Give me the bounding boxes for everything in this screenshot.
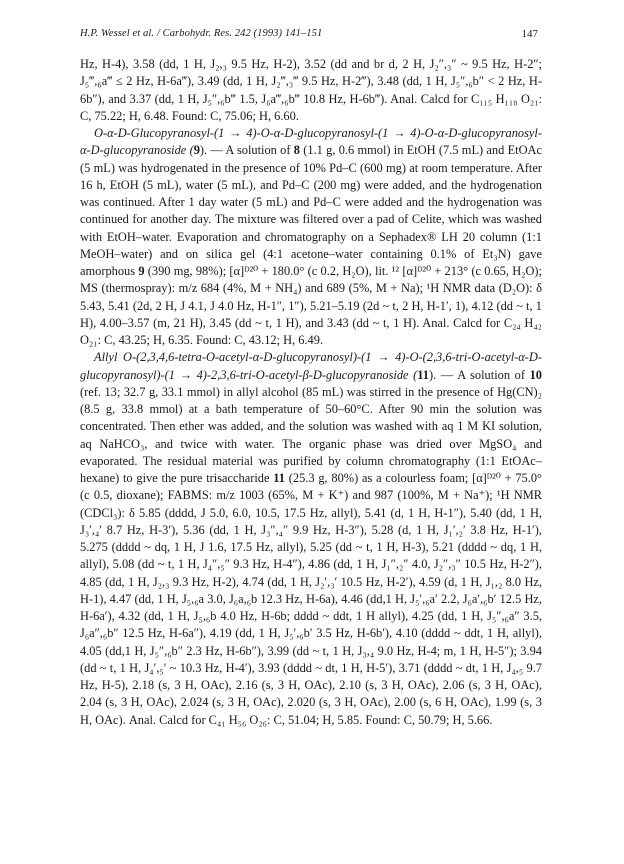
text-run: (25.3 g, 80%) as a colourless foam; [α]ᴰ²⁰ + 75.0° (c 0.5, dioxane); FABMS: m/z 1003 (65%, M + K⁺) and 987 (100%, M + Na⁺); ¹H NMR (CDCl₃): δ 5.85 (dddd, J 5.0, 6.0, 10.5, 17.5 Hz, allyl), 5.41 (d, 1 H, H-1″), 5.40 (dd, 1 H, J₃′,₄′ 8.7 Hz, H-3′), 5.36 (dd, 1 H, J₃″,₄″ 9.9 Hz, H-3″), 5.28 (d, 1 H, J₁′,₂′ 3.8 Hz, H-1′), 5.275 (dddd ~ dq, 1 H, J 1.6, 17.5 Hz, allyl), 5.25 (dd ~ t, 1 H, H-3), 5.21 (dddd ~ dq, 1 H, allyl), 5.08 (dd ~ t, 1 H, J₄″,₅″ 9.3 Hz, H-4″), 4.86 (dd, 1 H, J₁″,₂″ 4.0, J₂″,₃″ 10.5 Hz, H-2″), 4.85 (dd, 1 H, J₂,₃ 9.3 Hz, H-2), 4.74 (dd, 1 H, J₂′,₃′ 10.5 Hz, H-2′), 4.59 (d, 1 H, J₁,₂ 8.0 Hz, H-1), 4.47 (dd, 1 H, J₅,₆a 3.0, J₆a,₆b 12.3 Hz, H-6a), 4.46 (dd,1 H, J₅′,₆a′ 2.2, J₆a′,₆b′ 12.5 Hz, H-6a′), 4.32 (dd, 1 H, J₅,₆b 4.0 Hz, H-6b; dddd ~ ddt, 1 H allyl), 4.25 (dd, 1 H, J₅″,₆a″ 3.5, J₆a″,₆b″ 12.5 Hz, H-6a″), 4.19 (dd, 1 H, J₅′,₆b′ 3.5 Hz, H-6b′), 4.10 (dddd ~ ddt, 1 H, allyl), 4.05 (dd,1 H, J₅″,₆b″ 2.3 Hz, H-6b″), 3.99 (dd ~ t, 1 H, J₃,₄ 9.0 Hz, H-4; m, 1 H, H-5″); 3.94 (dd ~ t, 1 H, J₄′,₅′ ~ 10.3 Hz, H-4′), 3.93 (dddd ~ dt, 1 H, H-5′), 3.71 (dddd ~ dt, 1 H, J₄,₅ 9.7 Hz, H-5), 2.18 (s, 3 H, OAc), 2.16 (s, 3 H, OAc), 2.10 (s, 3 H, OAc), 2.06 (s, 3 H, OAc), 2.04 (s, 3 H, OAc), 2.024 (s, 3 H, OAc), 2.020 (s, 3 H, OAc), 2.00 (s, 6 H, OAc), 1.99 (s, 3 H, OAc). Anal. Calcd for C₄₁ H₅₆ O₂₆: C, 51.04; H, 5.85. Found: C, 50.79; H, 5.66.	[80, 471, 542, 727]
text-run: (1.1 g, 0.6 mmol) in EtOH (7.5 mL) and EtOAc (5 mL) was hydrogenated in the presence of 10% Pd–C (600 mg) at room temperature. After 16 h, EtOH (5 mL), water (5 mL), and Pd–C (200 mg) were added, and the hydrogenation was continued. After 1 day water (5 mL) and Pd–C were added and the hydrogenation was continued for another day. The mixture was filtered over a pad of Celite, which was washed with EtOH–water. Evaporation and chromatography on a Sephadex® LH 20 column (1:1 MeOH–water) and on silica gel (4:1 acetone–water containing 0.1% of Et₃N) gave amorphous	[80, 143, 542, 278]
paragraph	[80, 125, 542, 349]
page-number: 147	[521, 28, 538, 40]
text-run: ). — A solution of	[199, 143, 294, 158]
text-run: O-α-D-Glucopyranosyl-(1 → 4)-O-α-D-glucopyranosyl-(1 → 4)-O-α-D-glucopyranosyl-α-D-glucopyranoside (	[80, 126, 542, 158]
text-run: Allyl O-(2,3,4,6-tetra-O-acetyl-α-D-glucopyranosyl)-(1 → 4)-O-(2,3,6-tri-O-acetyl-α-D-glucopyranosyl)-(1 → 4)-2,3,6-tri-O-acetyl-β-D-glucopyranoside (	[80, 350, 542, 382]
text-run: (ref. 13; 32.7 g, 33.1 mmol) in allyl alcohol (85 mL) was stirred in the presence of Hg(CN)₂ (8.5 g, 33.8 mmol) at a bath temperature of 50–60°C. After 90 min the solution was concentrated. Then ether was added, and the solution was washed with aq 1 M KI solution, aq NaHCO₃, and twice with water. The organic phase was dried over MgSO₄ and evaporated. The residual material was purified by column chromatography (1:1 EtOAc–hexane) to give the pure trisaccharide	[80, 384, 542, 485]
text-run: 9	[193, 143, 200, 158]
text-run: 8	[293, 143, 300, 158]
paragraph	[80, 349, 542, 729]
text-run: (390 mg, 98%); [α]ᴰ²⁰ + 180.0° (c 0.2, H₂O), lit. ¹² [α]ᴰ²⁰ + 213° (c 0.65, H₂O); MS (thermospray): m/z 684 (4%, M + NH₄) and 689 (5%, M + Na); ¹H NMR data (D₂O): δ 5.43, 5.41 (2d, 2 H, J 4.1, J 4.0 Hz, H-1″, 1″), 5.21–5.19 (2d ~ t, 2 H, H-1′, 1), 4.12 (dd ~ t, 1 H), 4.00–3.57 (m, 21 H), 3.45 (dd ~ t, 1 H), and 3.43 (dd ~ t, 1 H). Anal. Calcd for C₂₄ H₄₂ O₂₁: C, 43.25; H, 6.35. Found: C, 43.12; H, 6.49.	[80, 264, 542, 347]
running-head: H.P. Wessel et al. / Carbohydr. Res. 242 (1993) 141–151	[80, 28, 323, 39]
text-run: 10	[529, 367, 542, 382]
text-run: Hz, H-4), 3.58 (dd, 1 H, J₂,₃ 9.5 Hz, H-2), 3.52 (dd and br d, 2 H, J₂″,₃″ ~ 9.5 Hz, H-2″; J₅‴,₆a‴ ≤ 2 Hz, H-6a‴), 3.49 (dd, 1 H, J₂‴,₃‴ 9.5 Hz, H-2‴), 3.48 (dd, 1 H, J₅″,₆b″ < 2 Hz, H-6b″), and 3.37 (dd, 1 H, J₅″,₆b‴ 1.5, J₆a‴,₆b‴ 10.8 Hz, H-6b‴). Anal. Calcd for C₁₁₅ H₁₁₈ O₂₁: C, 75.22; H, 6.48. Found: C, 75.06; H, 6.60.	[80, 57, 542, 123]
text-run: ). — A solution of	[429, 367, 530, 382]
paragraph	[80, 56, 542, 125]
text-run: 9	[138, 264, 145, 278]
article-body	[80, 56, 542, 729]
text-run: 11	[417, 367, 430, 382]
text-run: 11	[273, 471, 285, 485]
